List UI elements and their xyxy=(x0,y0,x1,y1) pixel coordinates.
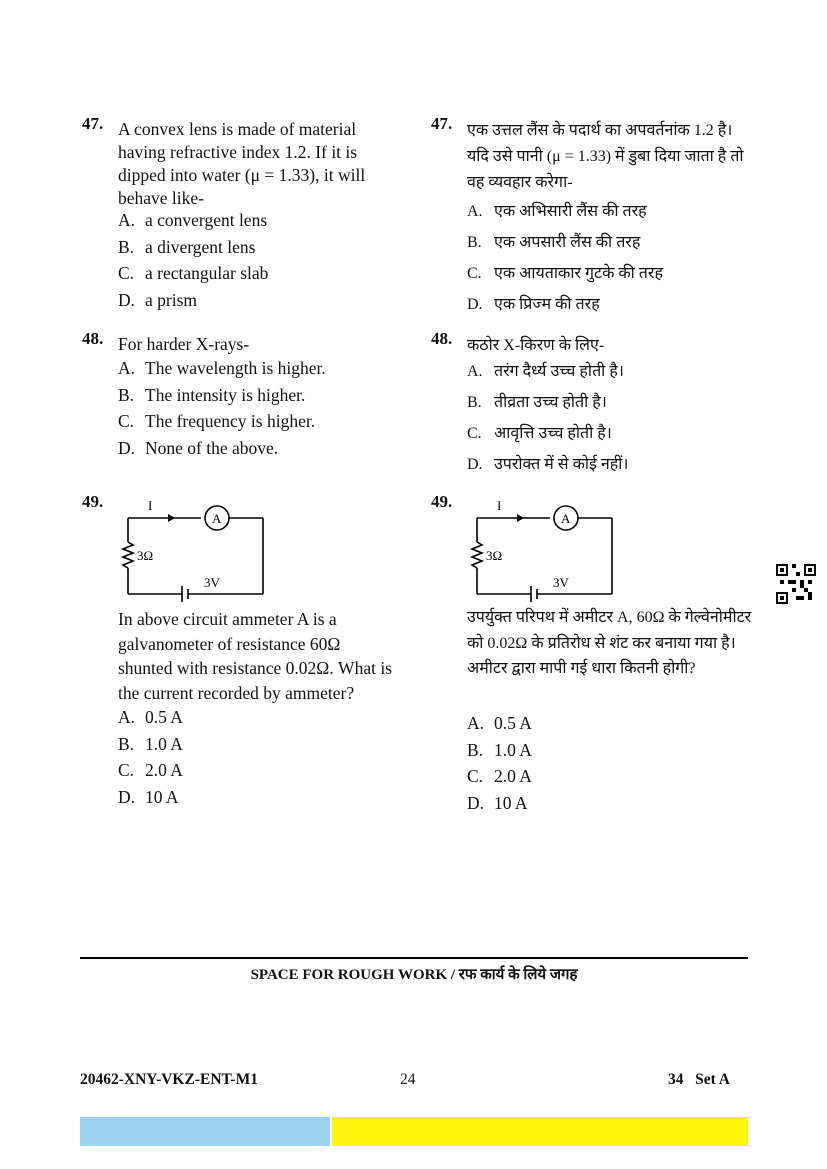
option-d[interactable]: D. एक प्रिज्म की तरह xyxy=(467,296,600,313)
option-c[interactable]: C. 2.0 A xyxy=(118,760,183,780)
question-text: उपर्युक्त परिपथ में अमीटर A, 60Ω के गेल्वेनोमीटर को 0.02Ω के प्रतिरोध से शंट कर बनाया गया है। अमीटर द्वारा मापी गई धारा कितनी होगी? xyxy=(467,609,752,677)
option-a[interactable]: A. The wavelength is higher. xyxy=(118,358,326,378)
option-a[interactable]: A. एक अभिसारी लैंस की तरह xyxy=(467,203,647,220)
paper-code: 20462-XNY-VKZ-ENT-M1 xyxy=(80,1071,258,1088)
option-b[interactable]: B. 1.0 A xyxy=(118,733,183,754)
set-label: 34 Set A xyxy=(668,1071,730,1088)
question-text: कठोर X-किरण के लिए- xyxy=(467,337,605,354)
footer-bar-yellow xyxy=(332,1117,748,1146)
option-a[interactable]: A. तरंग दैर्ध्य उच्च होती है। xyxy=(467,363,624,380)
option-c[interactable]: C. a rectangular slab xyxy=(118,263,269,283)
current-arrow xyxy=(168,514,175,522)
option-a[interactable]: A. a convergent lens xyxy=(118,210,268,230)
option-b[interactable]: B. a divergent lens xyxy=(118,236,256,257)
circuit-diagram xyxy=(118,492,308,602)
ammeter-label: A xyxy=(561,511,571,526)
options-list xyxy=(467,356,629,480)
question-text: A convex lens is made of material having refractive index 1.2. If it is dipped into water (μ = 1.33), it will behave like- xyxy=(118,119,366,208)
option-c[interactable]: C. आवृत्ति उच्च होती है। xyxy=(467,425,612,442)
options-list xyxy=(118,207,268,313)
footer-bar-blue xyxy=(80,1117,330,1146)
option-c[interactable]: C. 2.0 A xyxy=(467,766,532,786)
resistor-label: 3Ω xyxy=(137,548,154,563)
option-b[interactable]: B. एक अपसारी लैंस की तरह xyxy=(467,234,641,251)
battery-label: 3V xyxy=(553,575,569,590)
question-number: 49. xyxy=(82,492,104,511)
page-number: 24 xyxy=(400,1071,416,1088)
question-text: In above circuit ammeter A is a galvanometer of resistance 60Ω shunted with resistance 0.02Ω. What is the current recorded by ammeter? xyxy=(118,609,392,703)
current-label: I xyxy=(497,498,502,513)
option-b[interactable]: B. 1.0 A xyxy=(467,739,532,760)
options-list xyxy=(118,704,183,810)
option-c[interactable]: C. The frequency is higher. xyxy=(118,411,316,431)
current-arrow xyxy=(517,514,524,522)
resistor-label: 3Ω xyxy=(486,548,503,563)
question-text: For harder X-rays- xyxy=(118,334,250,354)
question-number: 48. xyxy=(431,329,453,348)
ammeter-label: A xyxy=(212,511,222,526)
qr-code-icon xyxy=(776,564,816,604)
option-a[interactable]: A. 0.5 A xyxy=(118,707,183,727)
options-list xyxy=(467,710,532,816)
option-d[interactable]: D. a prism xyxy=(118,289,198,310)
option-b[interactable]: B. तीव्रता उच्च होती है। xyxy=(467,394,607,411)
option-b[interactable]: B. The intensity is higher. xyxy=(118,384,306,405)
current-label: I xyxy=(148,498,153,513)
option-d[interactable]: D. उपरोक्त में से कोई नहीं। xyxy=(467,456,629,473)
option-a[interactable]: A. 0.5 A xyxy=(467,713,532,733)
circuit-diagram xyxy=(467,492,657,602)
option-d[interactable]: D. 10 A xyxy=(467,792,528,813)
question-number: 47. xyxy=(82,114,104,133)
rough-work-label: SPACE FOR ROUGH WORK / रफ कार्य के लिये जगह xyxy=(250,967,578,983)
option-d[interactable]: D. None of the above. xyxy=(118,437,279,458)
option-d[interactable]: D. 10 A xyxy=(118,786,179,807)
option-c[interactable]: C. एक आयताकार गुटके की तरह xyxy=(467,265,663,282)
rough-work-divider xyxy=(80,957,748,959)
options-list xyxy=(467,196,663,320)
question-number: 48. xyxy=(82,329,104,348)
question-text: एक उत्तल लैंस के पदार्थ का अपवर्तनांक 1.2 है। यदि उसे पानी (μ = 1.33) में डुबा दिया जाता है तो वह व्यवहार करेगा- xyxy=(467,122,744,191)
question-number: 49. xyxy=(431,492,453,511)
battery-label: 3V xyxy=(204,575,220,590)
question-number: 47. xyxy=(431,114,453,133)
options-list xyxy=(118,355,326,461)
